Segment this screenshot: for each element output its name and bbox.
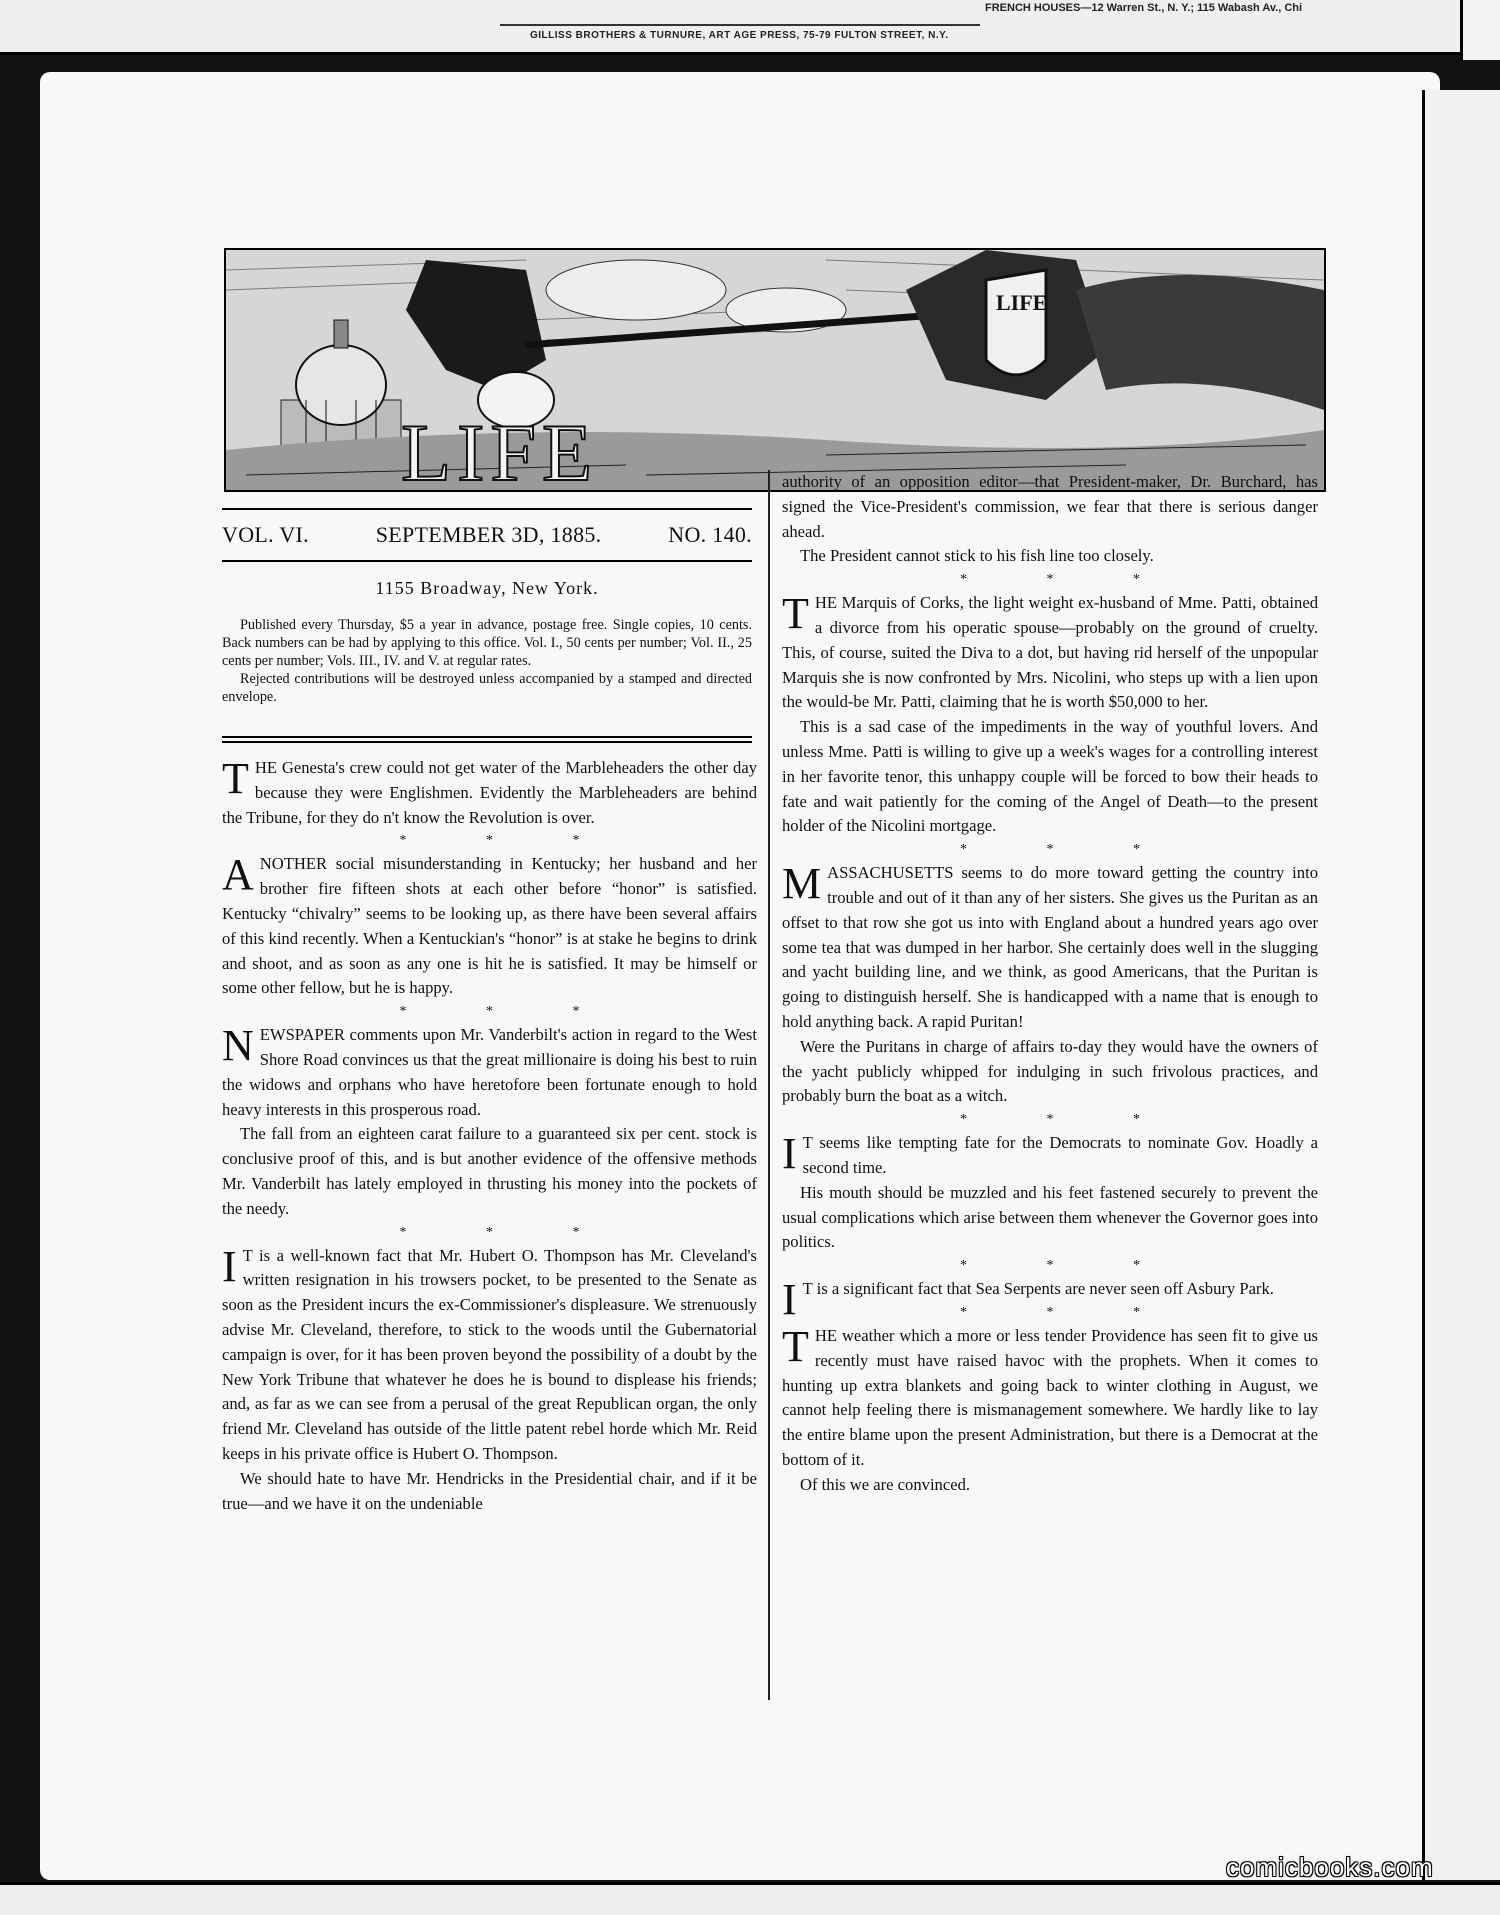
issue-number: NO. 140. xyxy=(668,522,752,547)
advertiser-address: FRENCH HOUSES—12 Warren St., N. Y.; 115 Wabash Av., Chi xyxy=(985,2,1303,14)
right-column xyxy=(782,470,1318,1497)
header-rule-mid xyxy=(222,560,752,562)
paragraph-puritans: Were the Puritans in charge of affairs to-day they would have the owners of the yacht publicly whipped for indulging in such frivolous practices, and probably burn the boat as a witch. xyxy=(782,1036,1318,1106)
drop-cap: T xyxy=(782,589,809,639)
following-page-strip xyxy=(0,1882,1500,1915)
header-rule-bottom-double xyxy=(222,741,752,743)
drop-cap: T xyxy=(782,1321,809,1371)
section-stars: * * * xyxy=(960,572,1178,588)
left-column xyxy=(222,756,757,1516)
volume-line xyxy=(222,522,752,548)
drop-cap: I xyxy=(782,1275,797,1325)
section-stars: * * * xyxy=(399,1224,618,1240)
section-stars: * * * xyxy=(960,842,1178,858)
office-address: 1155 Broadway, New York. xyxy=(375,578,599,598)
paragraph-hoadly: I T seems like tempting fate for the Democrats to nominate Gov. Hoadly a second time. xyxy=(782,1129,1318,1179)
section-stars: * * * xyxy=(960,1258,1178,1274)
column-divider xyxy=(768,470,770,1700)
life-logo: LIFE xyxy=(401,407,599,490)
publication-info xyxy=(222,616,752,706)
section-stars: * * * xyxy=(399,833,618,849)
issue-date: SEPTEMBER 3D, 1885. xyxy=(375,522,602,547)
printer-credit: GILLISS BROTHERS & TURNURE, ART AGE PRESS, 75-79 FULTON STREET, N.Y. xyxy=(530,30,949,41)
paragraph-corks-2: This is a sad case of the impediments in the way of youthful lovers. And unless Mme. Patti is willing to give up a week's wages for a controlling interest in her favorite tenor, this unhappy couple will be forced to bow their heads to fate and wait patiently for the coming of the Angel of Death—to the present holder of the Nicolini mortgage. xyxy=(782,717,1318,836)
subscription-terms: Published every Thursday, $5 a year in advance, postage free. Single copies, 10 cents. Back numbers can be had by applying to this office. Vol. I., 50 cents per number; Vol. II., 25 cents per number; Vols. III., IV. and V. at regular rates. xyxy=(222,617,752,669)
paragraph-vanderbilt: NEWSPAPER comments upon Mr. Vanderbilt's action in regard to the West Shore Road convinces us that the great millionaire is doing his best to ruin the widows and orphans who have heretofore been fortunate enough to hold heavy interests in this prosperous road. xyxy=(222,1021,757,1119)
paragraph-kentucky: ANOTHER social misunderstanding in Kentucky; her husband and her brother fire fifteen shots at each other before “honor” is satisfied. Kentucky “chivalry” seems to be looking up, as there have been several affairs of this kind recently. When a Kentuckian's “honor” is at stake he begins to drink and shoot, and as soon as any one is hit he is satisfied. It may be himself or some other fellow, but he is happy. xyxy=(222,850,757,998)
shield-life: LIFE xyxy=(996,290,1048,315)
next-page-edge xyxy=(1422,90,1500,1880)
drop-cap: A xyxy=(222,850,254,900)
volume: VOL. VI. xyxy=(222,522,309,547)
drop-cap: I xyxy=(782,1129,797,1179)
drop-cap: T xyxy=(222,754,249,803)
drop-cap: N xyxy=(222,1021,254,1071)
next-page-edge-top xyxy=(1460,0,1500,60)
paragraph-genesta: THE Genesta's crew could not get water of the Marbleheaders the other day because they were Englishmen. Evidently the Marbleheaders are behind the Tribune, for they do n't know the Revolution is over. xyxy=(222,754,757,827)
paragraph-hendricks: We should hate to have Mr. Hendricks in the Presidential chair, and if it be true—and we have it on the undeniable xyxy=(222,1468,757,1513)
paragraph-corks: THE Marquis of Corks, the light weight ex-husband of Mme. Patti, obtained a divorce from his operatic spouse—probably on the ground of cruelty. This, of course, suited the Diva to a dot, but having rid herself of the unpopular Marquis she is now confronted by Mrs. Nicolini, who steps up with a lien upon the would-be Mr. Patti, claiming that he is worth $50,000 to her. xyxy=(782,589,1318,712)
masthead-illustration xyxy=(224,248,1326,492)
previous-page-strip xyxy=(0,0,1500,55)
header-rule-bottom xyxy=(222,736,752,738)
paragraph-sea-serpents: I T is a significant fact that Sea Serpents are never seen off Asbury Park. xyxy=(782,1275,1274,1325)
section-stars: * * * xyxy=(960,1304,1178,1320)
paragraph-thompson: I T is a well-known fact that Mr. Hubert O. Thompson has Mr. Cleveland's written resignation in his trowsers pocket, to be presented to the Senate as soon as the President incurs the ex-Commissioner's displeasure. We strenuously advise Mr. Cleveland, therefore, to stick to the woods until the Gubernatorial campaign is over, for it has been proven beyond the possibility of a doubt by the New York Tribune that whatever he does he is bound to displease his friends; and, as far as we can see from a perusal of the great Republican organ, the only friend Mr. Cleveland has outside of the little patent rebel horde which Mr. Reid keeps in his private office is Hubert O. Thompson. xyxy=(222,1241,757,1463)
paragraph-fishline: The President cannot stick to his fish line too closely. xyxy=(800,546,1154,566)
paragraph-vanderbilt-2: The fall from an eighteen carat failure to a guaranteed six per cent. stock is conclusive proof of this, and is but another evidence of the offensive methods Mr. Vanderbilt has lately employed in thrusting his money into the pockets of the needy. xyxy=(222,1124,757,1218)
site-watermark: comicbooks.com xyxy=(1226,1852,1434,1882)
drop-cap: I xyxy=(222,1241,237,1291)
header-rule-top xyxy=(222,508,752,510)
paragraph-continuation: authority of an opposition editor—that President-maker, Dr. Burchard, has signed the Vice-President's commission, we fear that there is serious danger ahead. xyxy=(782,472,1318,541)
paragraph-hoadly-2: His mouth should be muzzled and his feet fastened securely to prevent the usual complications which arise between them whenever the Governor goes into politics. xyxy=(782,1182,1318,1252)
rule xyxy=(500,24,980,26)
masthead-engraving xyxy=(226,250,1324,490)
contribution-policy: Rejected contributions will be destroyed unless accompanied by a stamped and directed envelope. xyxy=(222,671,752,705)
paragraph-weather-2: Of this we are convinced. xyxy=(800,1474,971,1494)
section-stars: * * * xyxy=(960,1112,1178,1128)
drop-cap: M xyxy=(782,859,822,909)
section-stars: * * * xyxy=(399,1004,618,1020)
paragraph-massachusetts: MASSACHUSETTS seems to do more toward getting the country into trouble and out of it than any of her sisters. She gives us the Puritan as an offset to that row she got us into with England about a hundred years ago over some tea that was dumped in her harbor. She certainly does well in the slugging and yacht building line, and we think, as good Americans, that the Puritan is going to distinguish herself. She is handicapped with a name that is enough to hold anything back. A rapid Puritan! xyxy=(782,859,1318,1031)
paragraph-weather: THE weather which a more or less tender Providence has seen fit to give us recently must have raised havoc with the prophets. When it comes to hunting up extra blankets and going back to winter clothing in August, we cannot help feeling there is mismanagement somewhere. We hardly like to lay the entire blame upon the present Administration, but there is a Democrat at the bottom of it. xyxy=(782,1321,1318,1469)
